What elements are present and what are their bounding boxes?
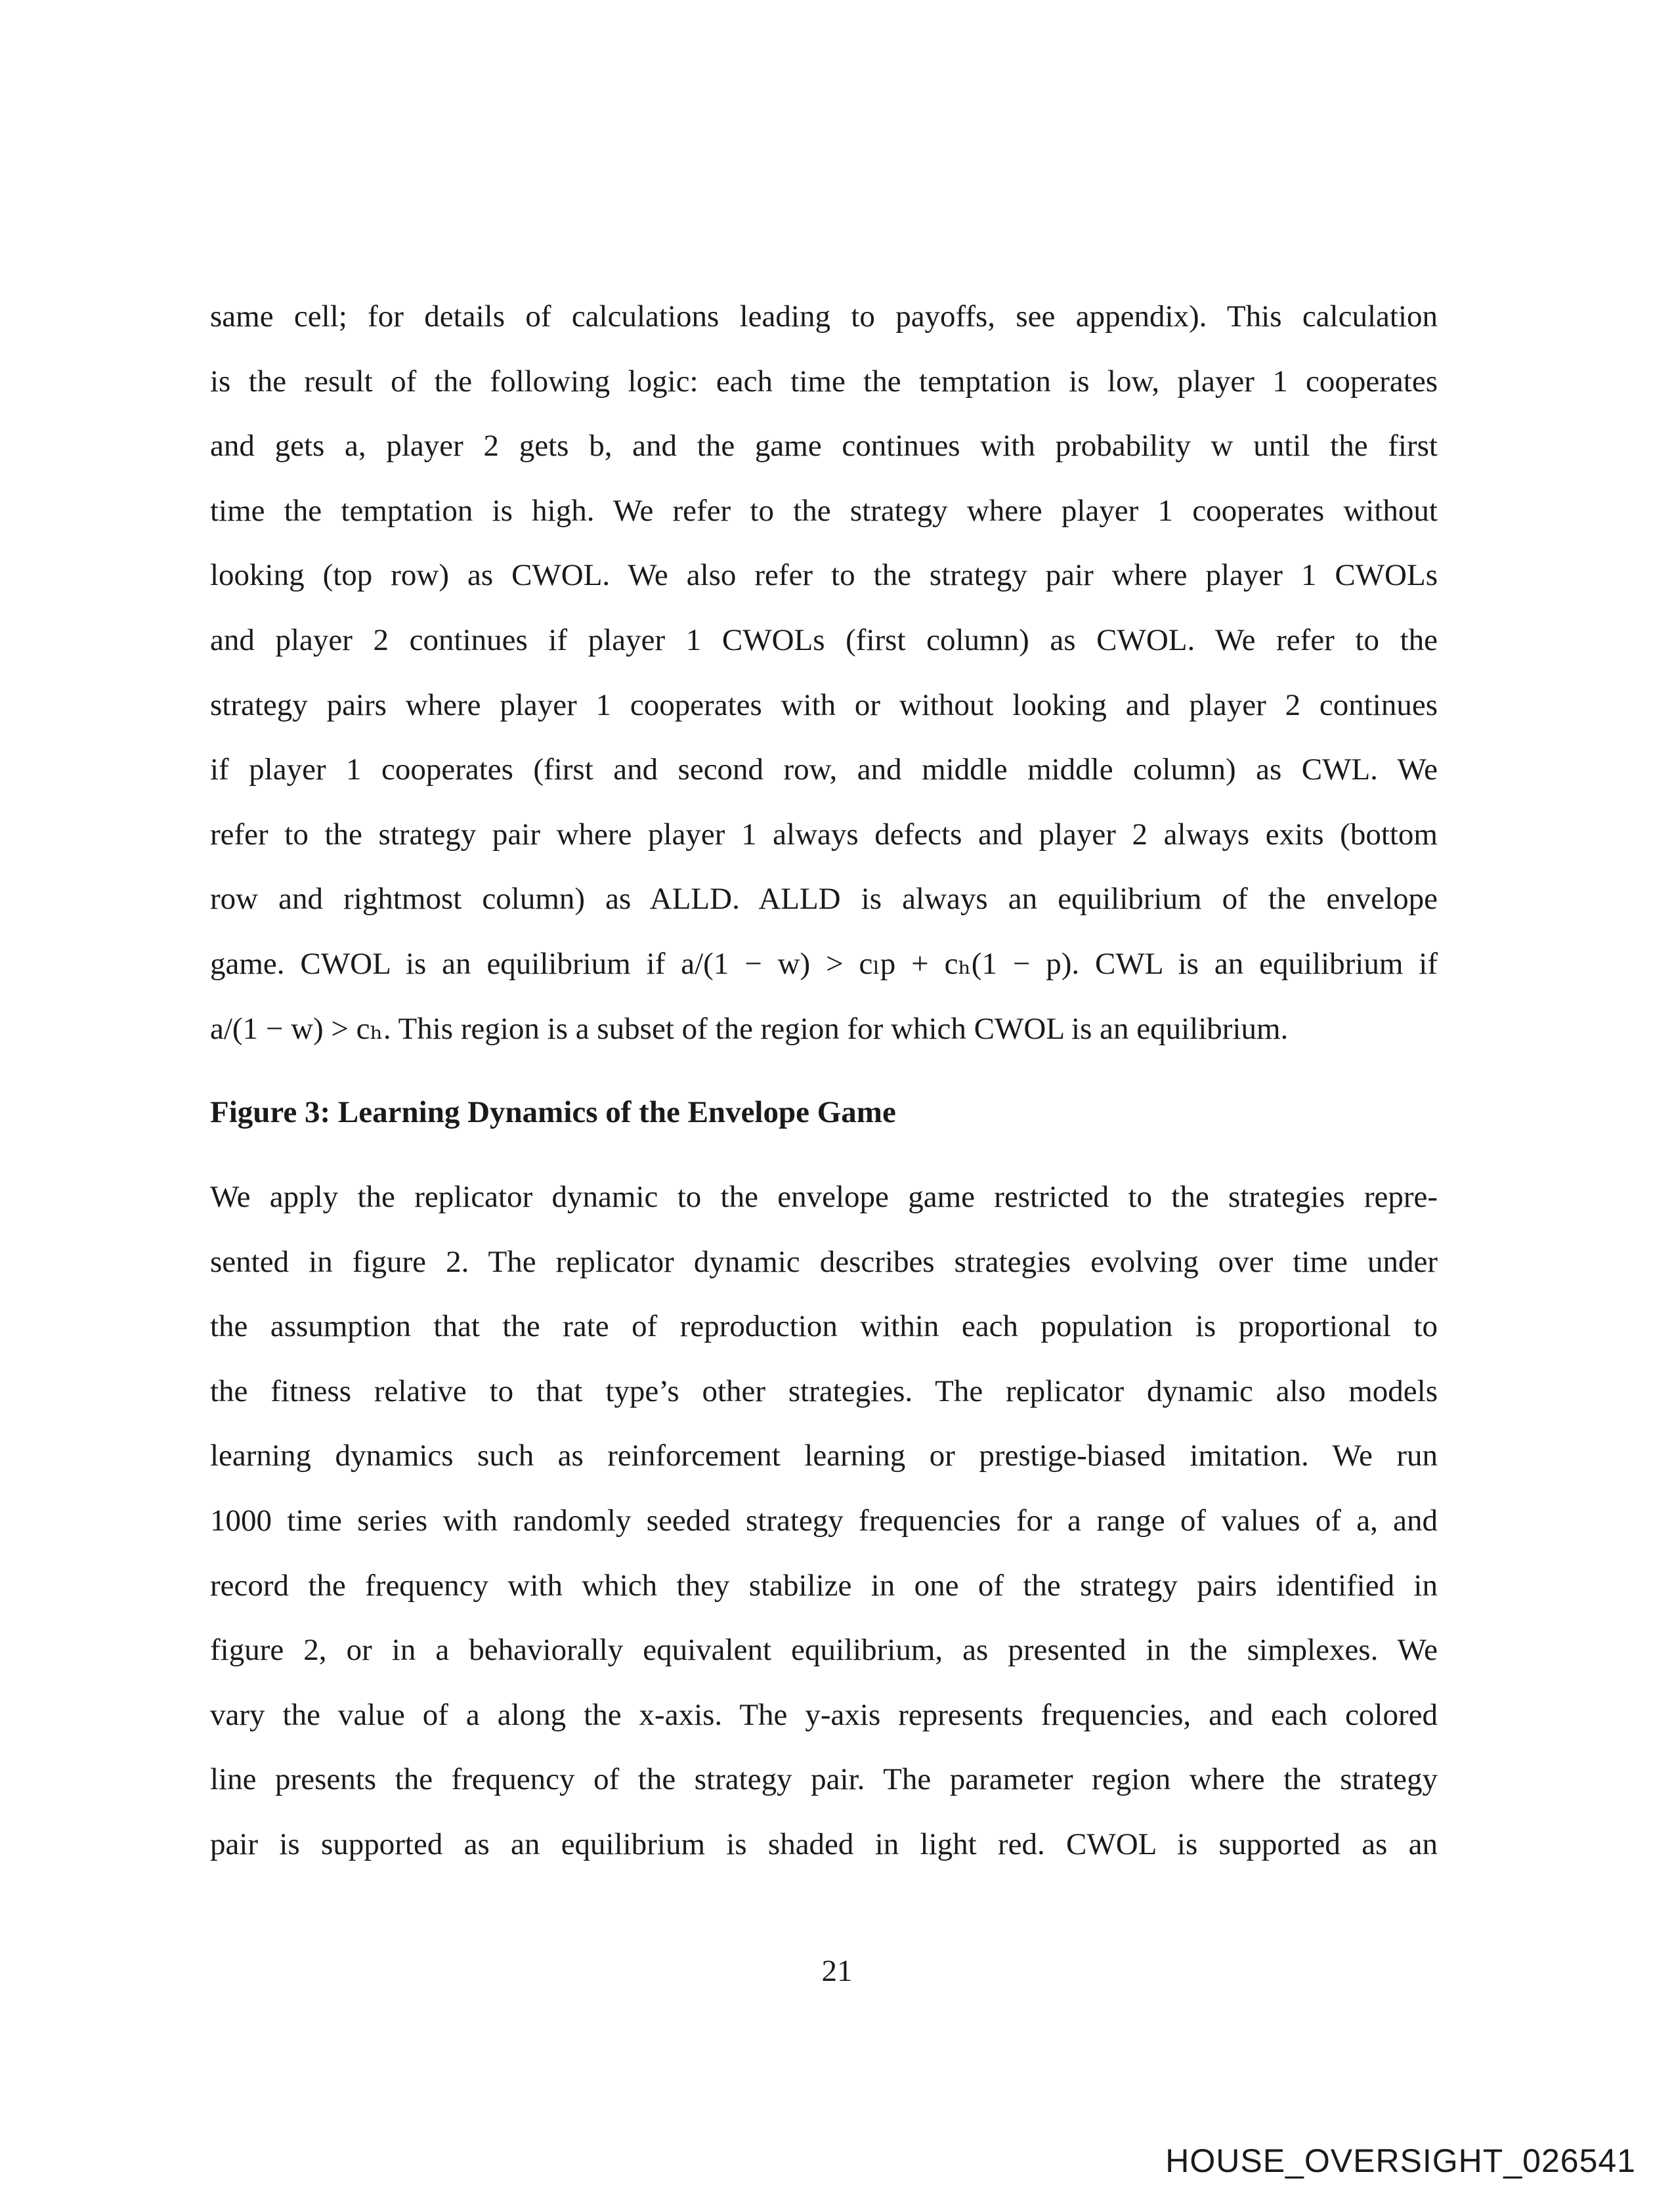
- text-line: line presents the frequency of the strategy pair. The parameter region where the strategy: [210, 1762, 1438, 1797]
- text-line: row and rightmost column) as ALLD. ALLD is always an equilibrium of the envelope: [210, 882, 1438, 917]
- text-line: record the frequency with which they stabilize in one of the strategy pairs identified in: [210, 1568, 1438, 1603]
- text-line: vary the value of a along the x-axis. The y-axis represents frequencies, and each colored: [210, 1697, 1438, 1732]
- text-line: if player 1 cooperates (first and second row, and middle middle column) as CWL. We: [210, 752, 1438, 787]
- text-line: looking (top row) as CWOL. We also refer to the strategy pair where player 1 CWOLs: [210, 558, 1438, 593]
- text-line: same cell; for details of calculations leading to payoffs, see appendix). This calculation: [210, 299, 1438, 334]
- footer-stamp: HOUSE_OVERSIGHT_026541: [1165, 2142, 1636, 2179]
- text-line: and player 2 continues if player 1 CWOLs (first column) as CWOL. We refer to the: [210, 623, 1438, 657]
- text-line: figure 2, or in a behaviorally equivalent equilibrium, as presented in the simplexes. We: [210, 1633, 1438, 1668]
- text-line: sented in figure 2. The replicator dynamic describes strategies evolving over time under: [210, 1244, 1438, 1279]
- page-number: 21: [821, 1954, 853, 1988]
- text-line: time the temptation is high. We refer to the strategy where player 1 cooperates without: [210, 493, 1438, 528]
- text-line: strategy pairs where player 1 cooperates with or without looking and player 2 continues: [210, 687, 1438, 722]
- text-line: pair is supported as an equilibrium is shaded in light red. CWOL is supported as an: [210, 1827, 1438, 1861]
- text-line: 1000 time series with randomly seeded strategy frequencies for a range of values of a, and: [210, 1504, 1438, 1538]
- text-line: refer to the strategy pair where player 1 always defects and player 2 always exits (bottom: [210, 817, 1438, 852]
- figure-heading: Figure 3: Learning Dynamics of the Envelope Game: [210, 1095, 896, 1129]
- text-line: the fitness relative to that type’s other strategies. The replicator dynamic also models: [210, 1374, 1438, 1408]
- text-line: learning dynamics such as reinforcement learning or prestige-biased imitation. We run: [210, 1439, 1438, 1473]
- text-line: a/(1 − w) > cₕ. This region is a subset of the region for which CWOL is an equilibrium.: [210, 1011, 1289, 1046]
- text-line: and gets a, player 2 gets b, and the game continues with probability w until the first: [210, 429, 1438, 464]
- text-line: We apply the replicator dynamic to the envelope game restricted to the strategies repre-: [210, 1180, 1438, 1214]
- text-line: the assumption that the rate of reproduction within each population is proportional to: [210, 1309, 1438, 1344]
- text-line: is the result of the following logic: each time the temptation is low, player 1 cooperates: [210, 364, 1438, 399]
- text-line: game. CWOL is an equilibrium if a/(1 − w) > cₗp + cₕ(1 − p). CWL is an equilibrium if: [210, 947, 1438, 981]
